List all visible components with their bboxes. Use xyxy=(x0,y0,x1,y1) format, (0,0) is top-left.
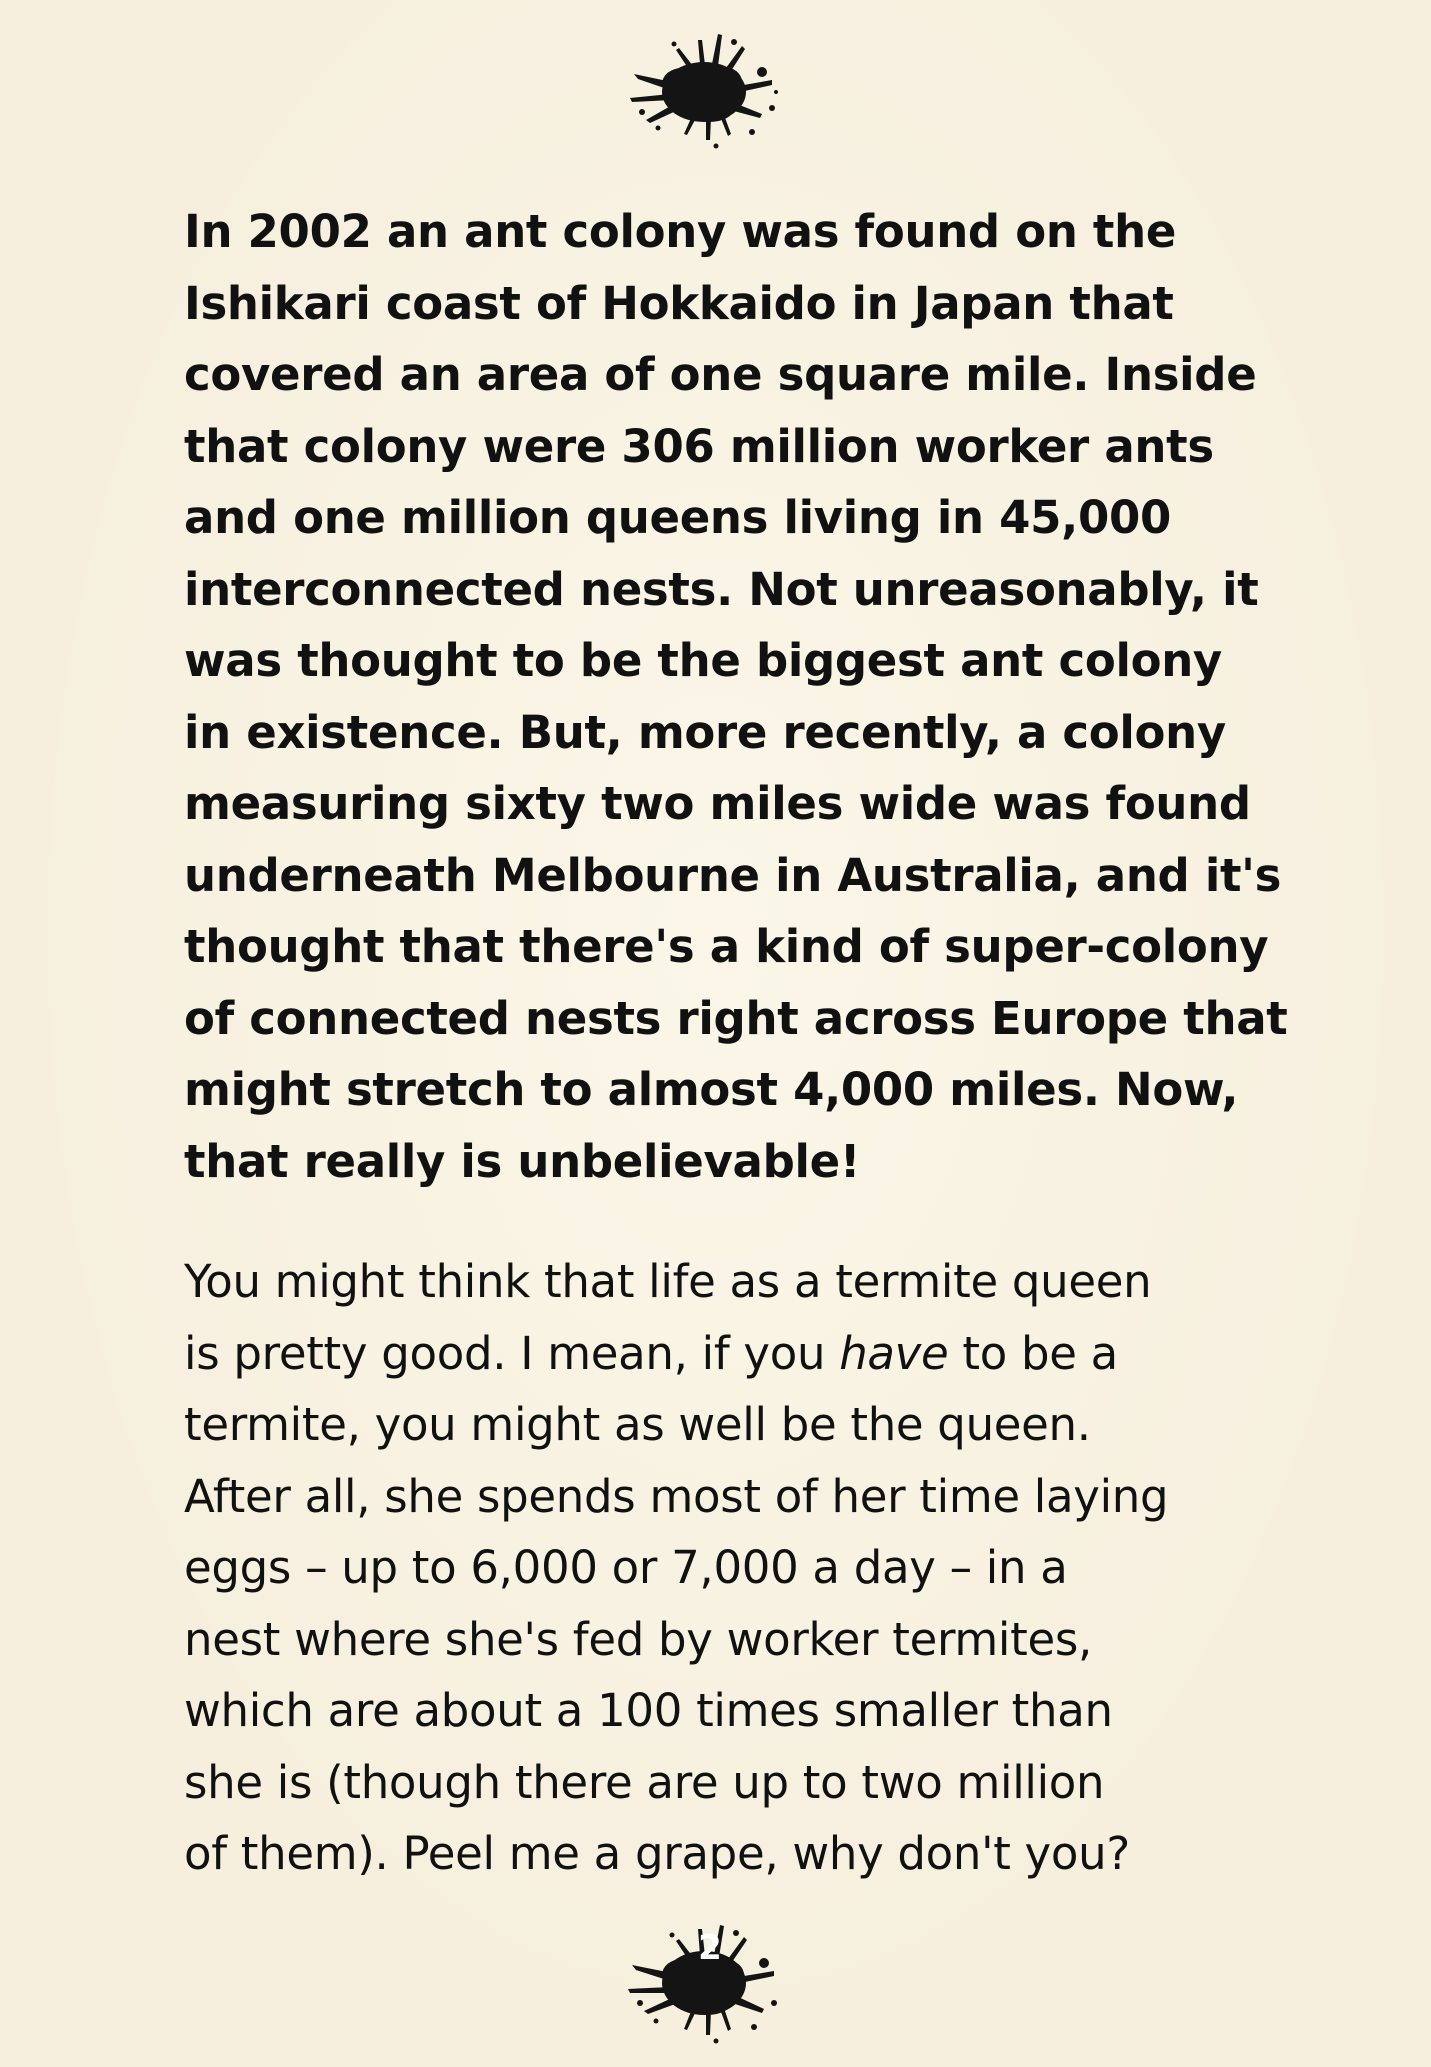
text-segment: to be a xyxy=(948,1326,1118,1380)
text-line: You might think that life as a termite queen xyxy=(184,1255,1152,1308)
text-line: she is (though there are up to two million xyxy=(184,1755,1105,1809)
emphasis-text: have xyxy=(839,1326,949,1380)
text-line: covered an area of one square mile. Inside xyxy=(184,348,1257,401)
text-line: nest where she's fed by worker termites, xyxy=(184,1612,1093,1666)
text-line: termite, you might as well be the queen. xyxy=(184,1398,1091,1451)
text-line: of connected nests right across Europe that xyxy=(184,991,1288,1045)
text-line: eggs – up to 6,000 or 7,000 a day – in a xyxy=(184,1541,1068,1594)
text-line: interconnected nests. Not unreasonably, it xyxy=(184,562,1259,616)
text-line: of them). Peel me a grape, why don't you? xyxy=(184,1827,1130,1880)
page-number: 2 xyxy=(698,1928,722,1968)
text-line: might stretch to almost 4,000 miles. Now, xyxy=(184,1063,1239,1116)
text-line: Ishikari coast of Hokkaido in Japan that xyxy=(184,276,1174,330)
ink-splat-icon xyxy=(612,22,792,152)
text-line: underneath Melbourne in Australia, and it's xyxy=(184,848,1282,902)
text-line: In 2002 an ant colony was found on the xyxy=(184,205,1177,258)
text-line xyxy=(184,1318,1264,1390)
text-line: was thought to be the biggest ant colony xyxy=(184,634,1222,687)
text-line: thought that there's a kind of super-colony xyxy=(184,920,1269,973)
text-segment: is pretty good. I mean, if you xyxy=(184,1326,840,1380)
text-line: which are about a 100 times smaller than xyxy=(184,1684,1113,1737)
text-line: that colony were 306 million worker ants xyxy=(184,419,1214,473)
paragraph-ant-colony xyxy=(184,196,1288,1197)
text-line: and one million queens living in 45,000 xyxy=(184,491,1172,544)
text-line: After all, she spends most of her time laying xyxy=(184,1469,1169,1523)
paragraph-termite-queen xyxy=(184,1246,1264,1890)
text-line: measuring sixty two miles wide was found xyxy=(184,777,1251,830)
text-line: that really is unbelievable! xyxy=(184,1134,861,1188)
text-line: in existence. But, more recently, a colony xyxy=(184,705,1226,759)
